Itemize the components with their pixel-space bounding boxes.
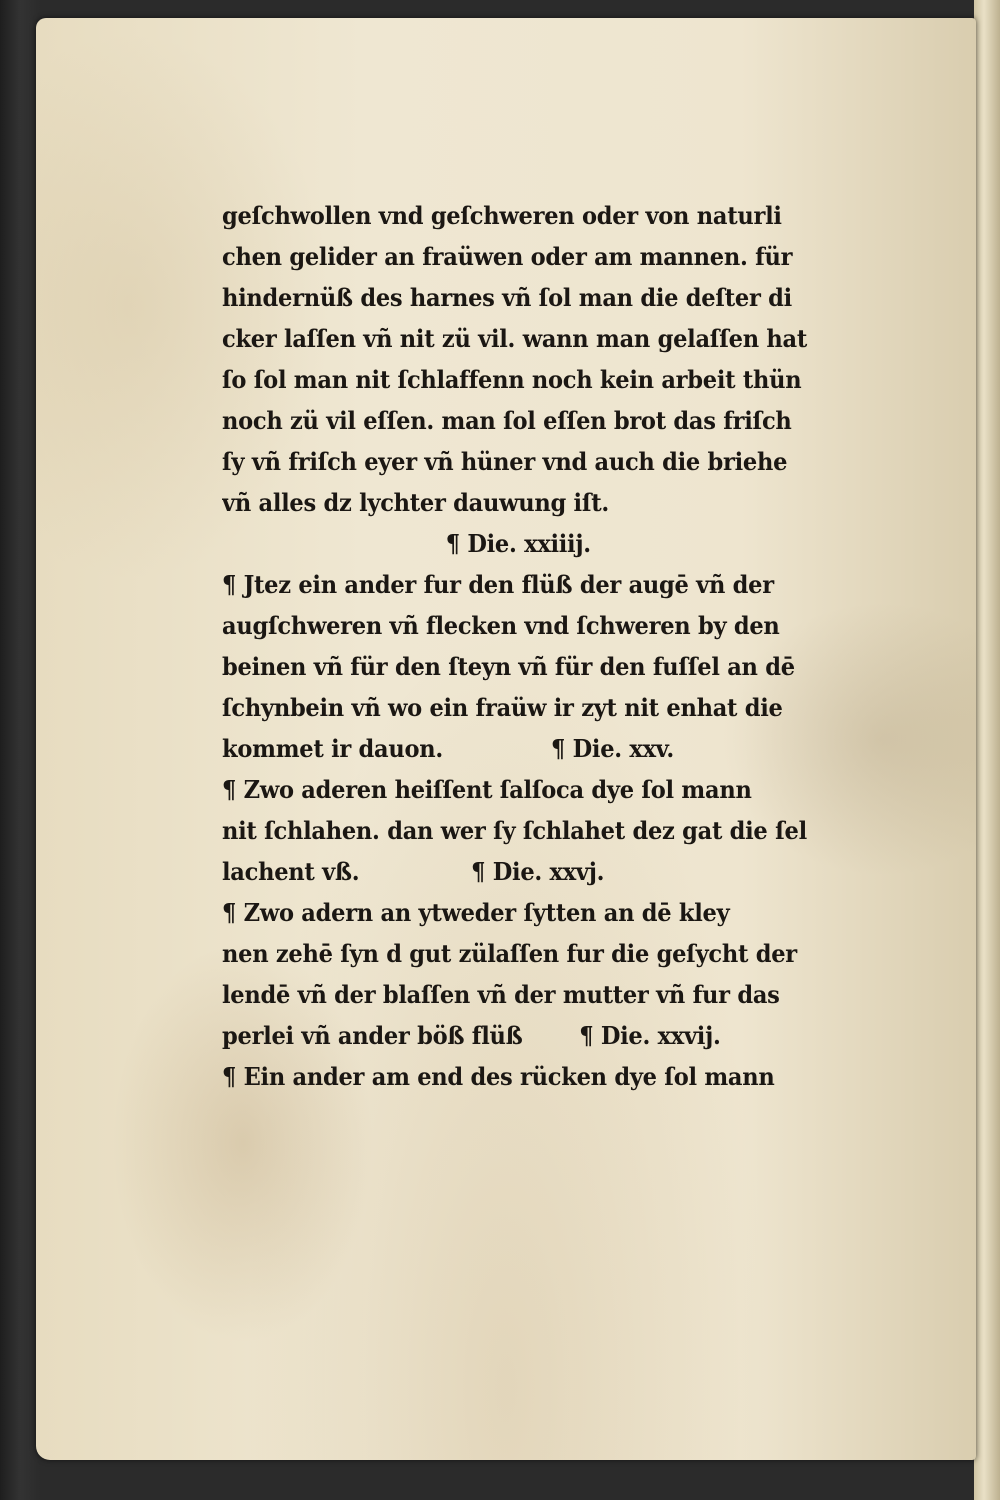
text-line: kommet ir dauon. xyxy=(222,734,443,763)
text-line: ¶ Ein ander am end des rücken dye ſol mann xyxy=(222,1062,775,1091)
text-line: ſy vñ friſch eyer vñ hüner vnd auch die briehe xyxy=(222,447,788,476)
text-line-with-rubric xyxy=(222,851,861,892)
text-line: noch zü vil eſſen. man ſol eſſen brot das friſch xyxy=(222,406,792,435)
text-line: nen zehē ſyn d gut zülaſſen fur die geſycht der xyxy=(222,939,797,968)
text-line-with-rubric xyxy=(222,1015,861,1056)
text-line: lendē vñ der blaſſen vñ der mutter vñ fur das xyxy=(222,980,780,1009)
text-line: perlei vñ ander böß flüß xyxy=(222,1021,523,1050)
text-line-with-rubric xyxy=(222,728,861,769)
text-line: lachent vß. xyxy=(222,857,360,886)
adjacent-page-edge xyxy=(974,0,1000,1500)
text-line: nit ſchlahen. dan wer ſy ſchlahet dez gat die ſel xyxy=(222,816,807,845)
text-line: geſchwollen vnd geſchweren oder von naturli xyxy=(222,201,782,230)
text-line: cker laſſen vñ nit zü vil. wann man gelaſſen hat xyxy=(222,324,807,353)
section-heading-xxv: ¶ Die. xxv. xyxy=(551,734,674,763)
text-block xyxy=(222,195,902,1097)
section-heading-xxiiij: ¶ Die. xxiiij. xyxy=(445,529,591,558)
text-line: ſo ſol man nit ſchlaffenn noch kein arbeit thün xyxy=(222,365,802,394)
text-line: ſchynbein vñ wo ein fraüw ir zyt nit enhat die xyxy=(222,693,783,722)
text-line: ¶ Zwo adern an ytweder ſytten an dē kley xyxy=(222,898,730,927)
text-line: ¶ Zwo aderen heiſſent ſalſoca dye ſol mann xyxy=(222,775,752,804)
section-heading-xxvj: ¶ Die. xxvj. xyxy=(471,857,605,886)
section-heading-xxvij: ¶ Die. xxvij. xyxy=(579,1021,721,1050)
text-line: augſchweren vñ flecken vnd ſchweren by den xyxy=(222,611,780,640)
text-line: ¶ Jtez ein ander fur den flüß der augē vñ der xyxy=(222,570,774,599)
text-line: vñ alles dz lychter dauwung iſt. xyxy=(222,488,609,517)
text-line: hindernüß des harnes vñ ſol man die deſter di xyxy=(222,283,792,312)
text-line: chen gelider an fraüwen oder am mannen. für xyxy=(222,242,793,271)
text-line: beinen vñ für den ſteyn vñ für den fuſſel an dē xyxy=(222,652,795,681)
